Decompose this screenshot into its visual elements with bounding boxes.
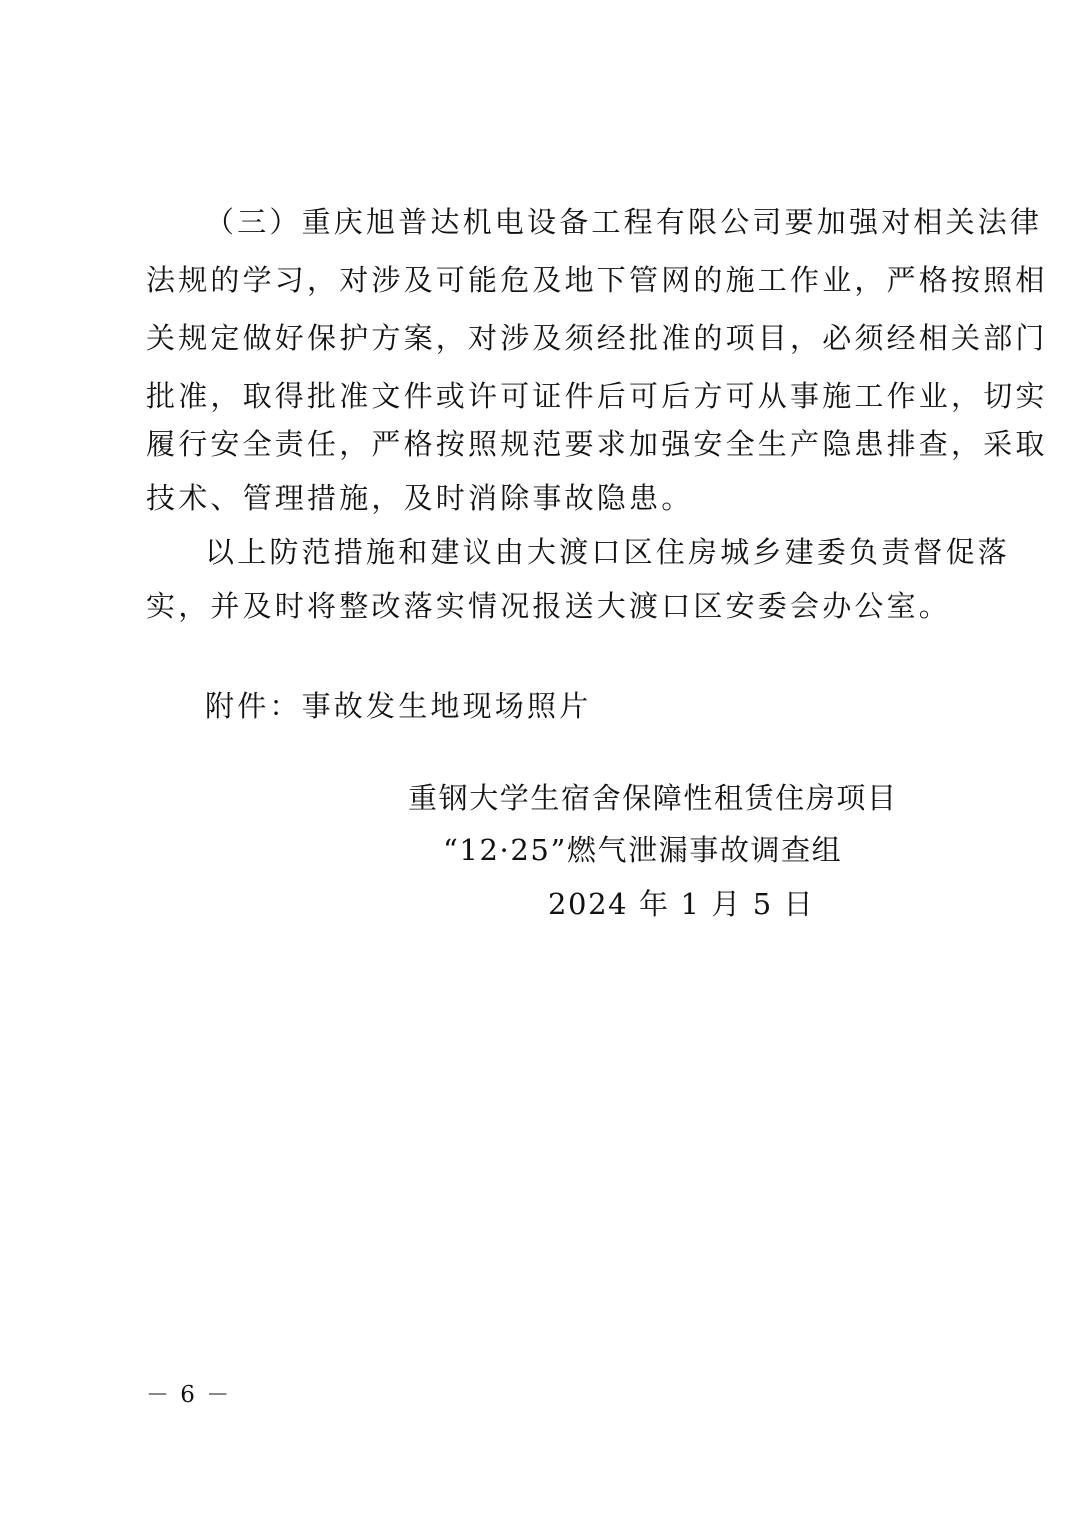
paragraph-3-line-2: 法规的学习，对涉及可能危及地下管网的施工作业，严格按照相 (146, 263, 1048, 297)
paragraph-3-line-5: 履行安全责任，严格按照规范要求加强安全生产隐患排查，采取 (146, 427, 1048, 461)
signature-group-name: “12·25”燃气泄漏事故调查组 (443, 833, 843, 867)
paragraph-3-line-4: 批准，取得批准文件或许可证件后可后方可从事施工作业，切实 (146, 379, 1048, 413)
signature-date: 2024 年 1 月 5 日 (548, 887, 815, 921)
closing-paragraph-line-2: 实，并及时将整改落实情况报送大渡口区安委会办公室。 (146, 589, 952, 623)
paragraph-3-line-3: 关规定做好保护方案，对涉及须经批准的项目，必须经相关部门 (146, 321, 1048, 355)
closing-paragraph-line-1: 以上防范措施和建议由大渡口区住房城乡建委负责督促落 (205, 535, 1011, 569)
paragraph-3-line-6: 技术、管理措施，及时消除事故隐患。 (146, 481, 694, 515)
paragraph-3-line-1: （三）重庆旭普达机电设备工程有限公司要加强对相关法律 (205, 205, 1043, 239)
attachment-note: 附件：事故发生地现场照片 (205, 689, 592, 723)
page-number: － 6 － (146, 1382, 232, 1408)
signature-organization: 重钢大学生宿舍保障性租赁住房项目 (408, 781, 898, 815)
